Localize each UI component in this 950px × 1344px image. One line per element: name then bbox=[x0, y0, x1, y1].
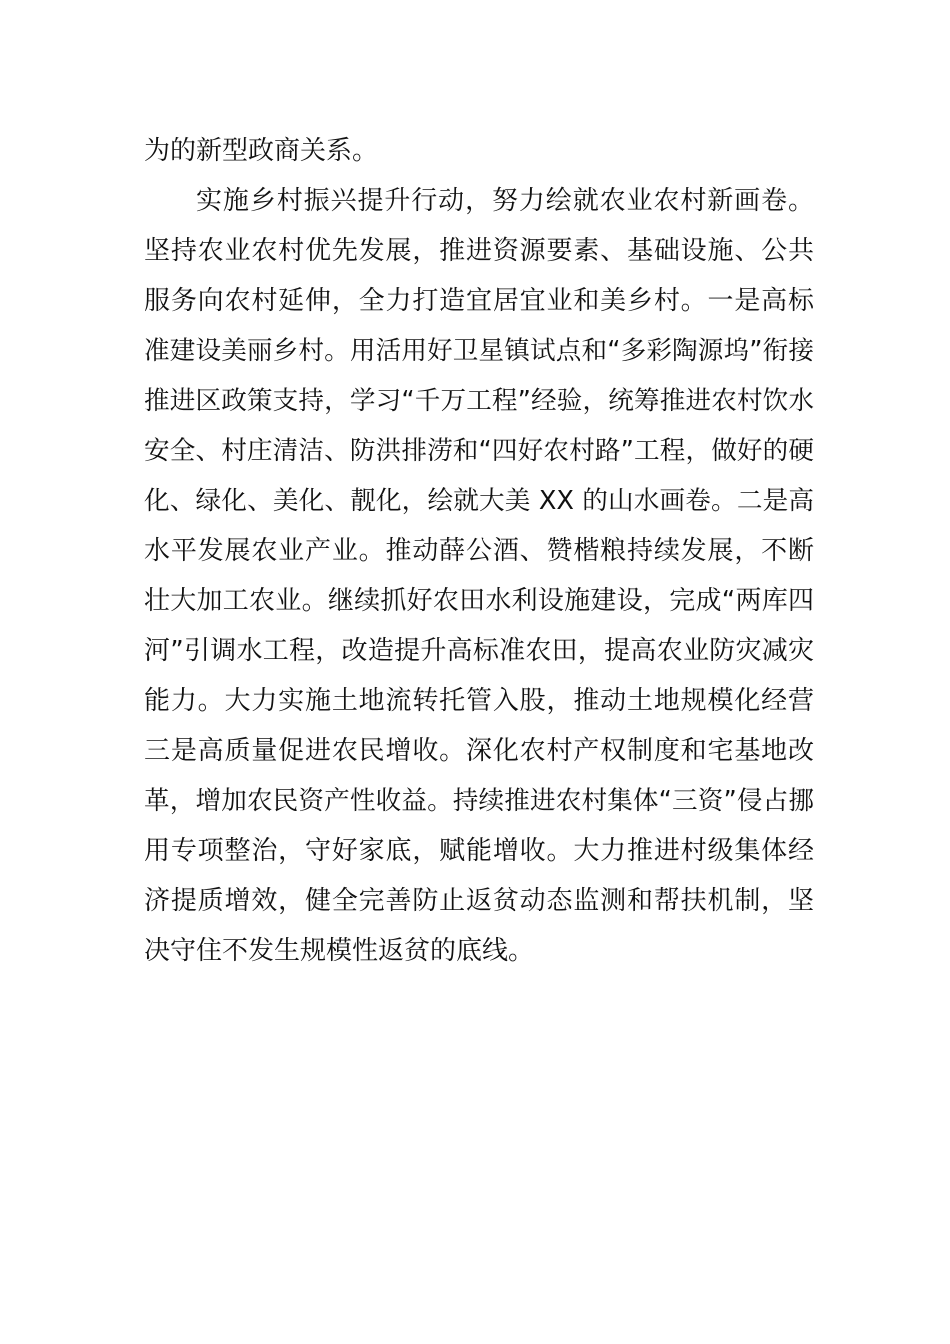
text-line: 实施乡村振兴提升行动，努力绘就农业农村新画卷。 bbox=[196, 186, 814, 216]
text-line: 济提质增效，健全完善防止返贫动态监测和帮扶机制，坚 bbox=[144, 886, 814, 916]
text-line: 服务向农村延伸，全力打造宜居宜业和美乡村。一是高标 bbox=[144, 286, 814, 316]
text-line: 坚持农业农村优先发展，推进资源要素、基础设施、公共 bbox=[144, 236, 814, 266]
text-line: 推进区政策支持，学习“千万工程”经验，统筹推进农村饮水 bbox=[144, 386, 814, 416]
text-line: 为的新型政商关系。 bbox=[144, 136, 379, 166]
text-line: 化、绿化、美化、靓化，绘就大美 XX 的山水画卷。二是高 bbox=[144, 486, 814, 516]
body-text bbox=[144, 126, 814, 976]
text-line: 准建设美丽乡村。用活用好卫星镇试点和“多彩陶源坞”衔接 bbox=[144, 336, 814, 366]
text-line: 能力。大力实施土地流转托管入股，推动土地规模化经营 bbox=[144, 686, 814, 716]
text-line: 河”引调水工程，改造提升高标准农田，提高农业防灾减灾 bbox=[144, 636, 814, 666]
text-line: 三是高质量促进农民增收。深化农村产权制度和宅基地改 bbox=[144, 736, 814, 766]
text-line: 水平发展农业产业。推动薛公酒、赞楷粮持续发展，不断 bbox=[144, 536, 814, 566]
text-line: 革，增加农民资产性收益。持续推进农村集体“三资”侵占挪 bbox=[144, 786, 814, 816]
text-line: 决守住不发生规模性返贫的底线。 bbox=[144, 936, 535, 966]
text-line: 用专项整治，守好家底，赋能增收。大力推进村级集体经 bbox=[144, 836, 814, 866]
text-line: 壮大加工农业。继续抓好农田水利设施建设，完成“两库四 bbox=[144, 586, 814, 616]
text-line: 安全、村庄清洁、防洪排涝和“四好农村路”工程，做好的硬 bbox=[144, 436, 814, 466]
